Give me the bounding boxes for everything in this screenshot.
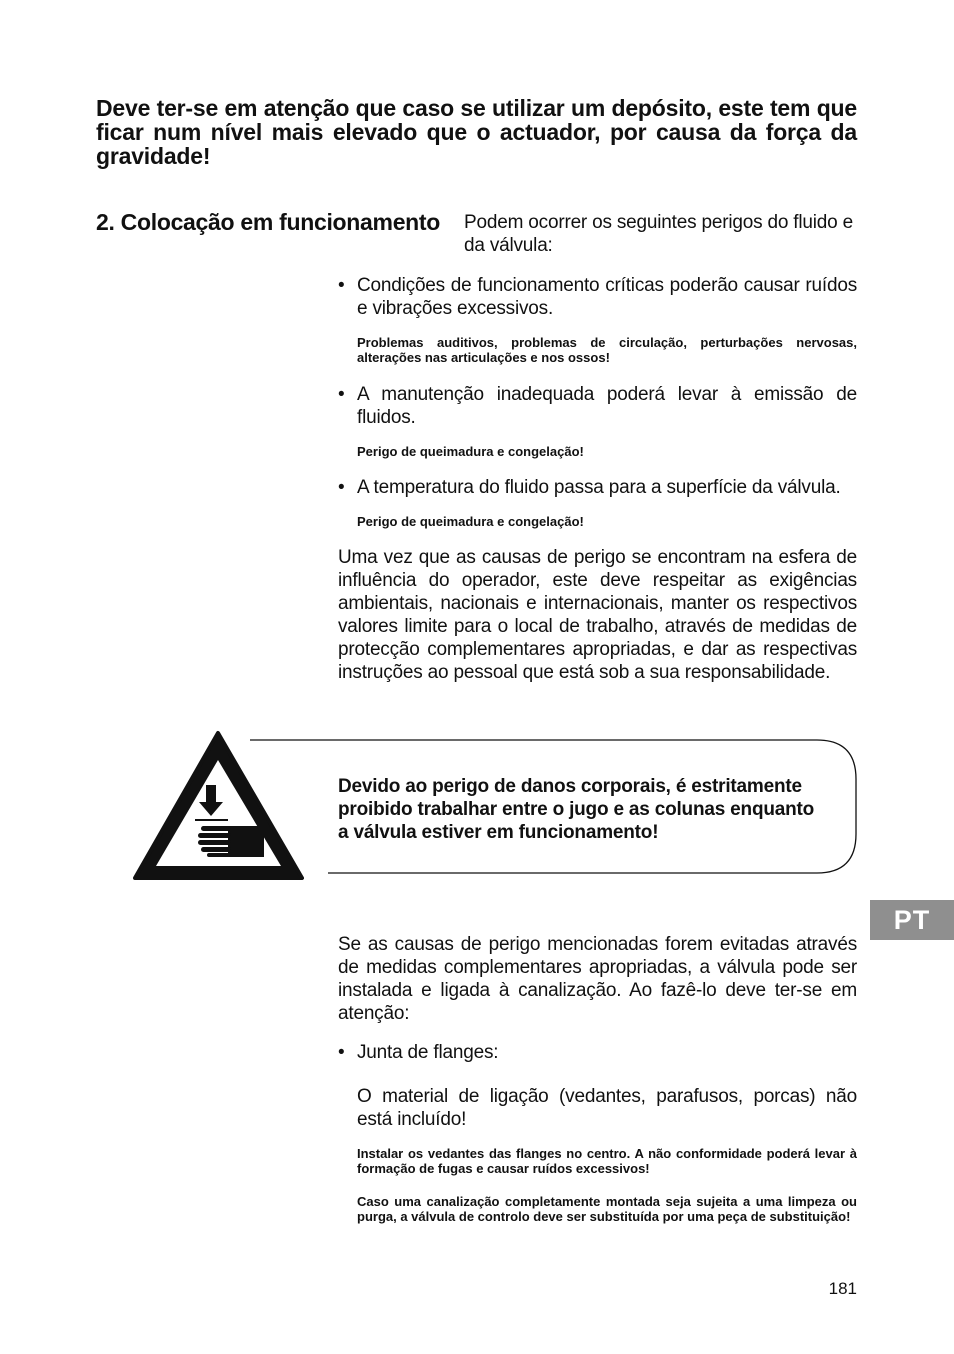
flange-note: Instalar os vedantes das flanges no centro. A não conformidade poderá levar à formação de fugas e causar ruídos excessivos! [357, 1146, 857, 1176]
hazard-item: A temperatura do fluido passa para a superfície da válvula. [357, 477, 841, 498]
crush-hazard-warning-icon [132, 730, 304, 882]
bullet-marker: • [338, 275, 345, 296]
bullet-marker: • [338, 477, 345, 498]
flange-detail: O material de ligação (vedantes, parafusos, porcas) não está incluído! [357, 1086, 857, 1130]
page-number: 181 [828, 1279, 857, 1298]
install-paragraph: Se as causas de perigo mencionadas forem evitadas através de medidas complementares apropriadas, a válvula pode ser instalada e ligada à canalização. Ao fazê-lo deve ter-se em atenção: [338, 934, 857, 1024]
section-intro: Podem ocorrer os seguintes perigos do fluido e da válvula: [464, 212, 853, 256]
flange-note: Caso uma canalização completamente montada seja sujeita a uma limpeza ou purga, a válvula de controlo deve ser substituída por uma peça de substituição! [357, 1194, 857, 1224]
bullet-marker: • [338, 1042, 345, 1063]
hazard-note: Perigo de queimadura e congelação! [357, 444, 584, 459]
callout-warning-text: Devido ao perigo de danos corporais, é estritamente proibido trabalhar entre o jugo e as colunas enquanto a válvula estiver em funcionamento! [338, 776, 815, 843]
hazard-item: A manutenção inadequada poderá levar à emissão de fluidos. [357, 384, 857, 428]
language-tab: PT [870, 900, 954, 940]
bullet-marker: • [338, 384, 345, 405]
flange-label: Junta de flanges: [357, 1042, 499, 1063]
section-heading: 2. Colocação em funcionamento [96, 209, 441, 235]
hazard-note: Perigo de queimadura e congelação! [357, 514, 584, 529]
top-warning: Deve ter-se em atenção que caso se utilizar um depósito, este tem que ficar num nível mais elevado que o actuador, por causa da força da gravidade! [96, 95, 857, 169]
operator-paragraph: Uma vez que as causas de perigo se encontram na esfera de influência do operador, este deve respeitar as exigências ambientais, nacionais e internacionais, manter os respectivos valores limite para o local de trabalho, através de medidas de protecção complementares apropriadas, e dar as respectivas instruções ao pessoal que está sob a sua responsabilidade. [338, 547, 857, 683]
hazard-note: Problemas auditivos, problemas de circulação, perturbações nervosas, alterações nas articulações e nos ossos! [357, 335, 857, 365]
hazard-item: Condições de funcionamento críticas poderão causar ruídos e vibrações excessivos. [357, 275, 857, 319]
